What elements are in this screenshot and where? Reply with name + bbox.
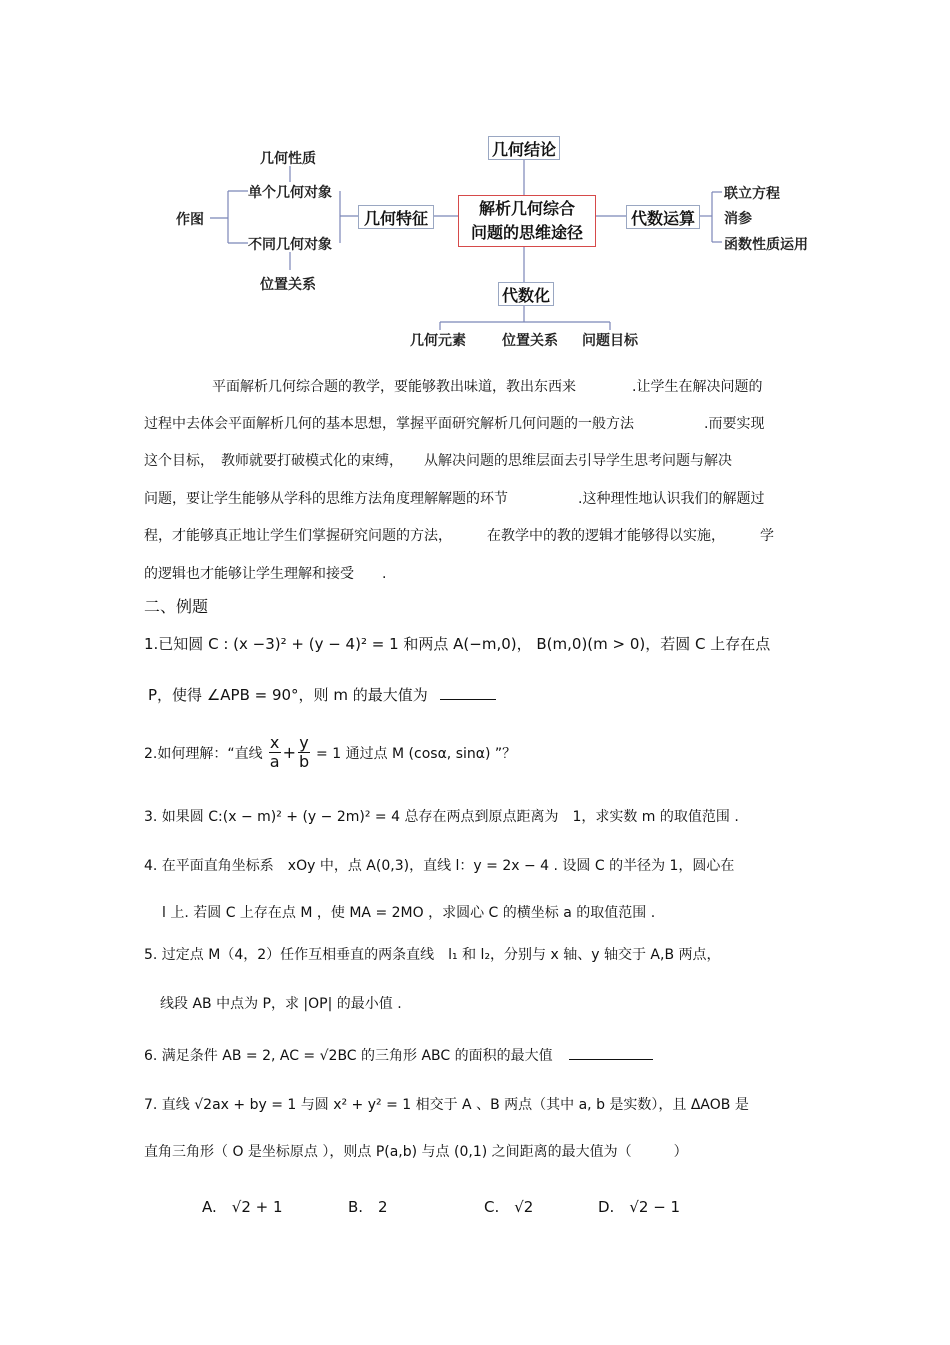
center-node — [458, 195, 596, 247]
single-object-node: 单个几何对象 — [248, 185, 332, 201]
fraction-y-over-b — [298, 734, 310, 771]
answer-blank-6[interactable] — [569, 1059, 653, 1060]
center-line-1: 解析几何综合 — [478, 199, 575, 218]
question-7-line-2: 直角三角形（ O 是坐标原点 ），则点 P(a,b) 与点 (0,1) 之间距离的最大值为（ ） — [144, 1144, 688, 1160]
question-6-text: 6. 满足条件 AB = 2, AC = √2BC 的三角形 ABC 的面积的最大值 — [144, 1048, 553, 1064]
far-left-node: 作图 — [176, 212, 204, 228]
question-6 — [144, 1045, 653, 1065]
fraction-numerator-x: x — [269, 733, 280, 752]
question-3: 3. 如果圆 C:(x − m)² + (y − 2m)² = 4 总存在两点到原点距离为 1，求实数 m 的取值范围 . — [144, 809, 739, 825]
center-line-2: 问题的思维途径 — [470, 223, 583, 242]
intro-line-2: 过程中去体会平面解析几何的基本思想，掌握平面研究解析几何问题的一般方法 .而要实现 — [144, 416, 765, 432]
question-4-line-1: 4. 在平面直角坐标系 xOy 中，点 A(0,3)，直线 l：y = 2x − 4 . 设圆 C 的半径为 1，圆心在 — [144, 858, 735, 874]
fraction-denominator-a: a — [269, 752, 280, 771]
geometric-properties-node: 几何性质 — [260, 151, 316, 167]
question-1-text: P，使得 ∠APB = 90°，则 m 的最大值为 — [148, 686, 428, 704]
right-item-1: 联立方程 — [724, 186, 780, 202]
left-node: 几何特征 — [358, 205, 434, 229]
fraction-x-over-a — [269, 734, 281, 771]
bottom-item-2: 位置关系 — [502, 333, 558, 349]
question-2-suffix: = 1 通过点 M (cosα, sinα) ”？ — [316, 745, 517, 762]
option-d[interactable]: D. √2 − 1 — [598, 1198, 681, 1216]
question-4-line-2: l 上. 若圆 C 上存在点 M ，使 MA = 2MO ，求圆心 C 的横坐标 a 的取值范围 . — [162, 905, 656, 921]
intro-line-1: 平面解析几何综合题的教学，要能够教出味道，教出东西来 .让学生在解决问题的 — [212, 379, 763, 395]
section-title: 二、例题 — [144, 597, 209, 616]
option-b[interactable]: B. 2 — [348, 1198, 388, 1216]
intro-line-3: 这个目标， 教师就要打破模式化的束缚， 从解决问题的思维层面去引导学生思考问题与解决 — [144, 453, 732, 469]
answer-blank-1[interactable] — [440, 699, 496, 700]
intro-line-5: 程，才能够真正地让学生们掌握研究问题的方法， 在教学中的教的逻辑才能够得以实施， 学 — [144, 528, 774, 544]
mind-map-connectors — [0, 0, 950, 360]
intro-line-6: 的逻辑也才能够让学生理解和接受 . — [144, 566, 387, 582]
question-7-line-1: 7. 直线 √2ax + by = 1 与圆 x² + y² = 1 相交于 A 、B 两点（其中 a, b 是实数），且 ΔAOB 是 — [144, 1097, 749, 1113]
right-item-2: 消参 — [724, 211, 752, 227]
fraction-denominator-b: b — [298, 752, 310, 771]
option-c[interactable]: C. √2 — [484, 1198, 534, 1216]
question-2-prefix: 2.如何理解：“直线 — [144, 745, 263, 762]
bottom-item-1: 几何元素 — [410, 333, 466, 349]
bottom-node: 代数化 — [498, 282, 554, 306]
right-item-3: 函数性质运用 — [724, 237, 808, 253]
question-1-line-1: 1.已知圆 C : (x −3)² + (y − 4)² = 1 和两点 A(−m,0)， B(m,0)(m > 0)，若圆 C 上存在点 — [144, 635, 771, 653]
right-node: 代数运算 — [626, 205, 700, 229]
question-1-line-2 — [148, 684, 496, 705]
position-relation-node: 位置关系 — [260, 277, 316, 293]
question-5-line-1: 5. 过定点 M（4，2）任作互相垂直的两条直线 l₁ 和 l₂，分别与 x 轴、y 轴交于 A,B 两点， — [144, 947, 721, 963]
top-node: 几何结论 — [488, 136, 560, 160]
question-2: 2.如何理解：“直线 $\frac{x}{a}$ + $\frac{y}{b}$ = 1 通过点 M (cosα, sinα) ”？ — [144, 733, 517, 771]
intro-line-4: 问题，要让学生能够从学科的思维方法角度理解解题的环节 .这种理性地认识我们的解题过 — [144, 491, 765, 507]
option-a[interactable]: A. √2 + 1 — [202, 1198, 283, 1216]
fraction-numerator-y: y — [299, 733, 309, 752]
different-object-node: 不同几何对象 — [248, 237, 332, 253]
question-5-line-2: 线段 AB 中点为 P，求 |OP| 的最小值 . — [160, 996, 402, 1012]
bottom-item-3: 问题目标 — [582, 333, 638, 349]
